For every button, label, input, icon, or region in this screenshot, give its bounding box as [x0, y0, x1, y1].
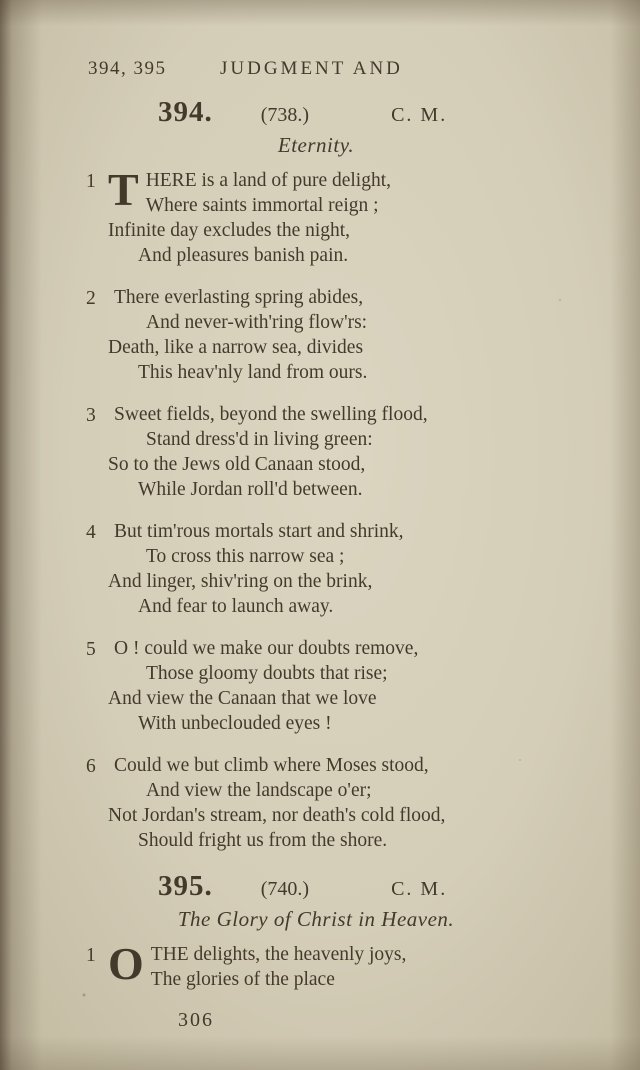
- verse-line: And view the Canaan that we love: [108, 688, 377, 709]
- verse-number: 5: [86, 639, 96, 660]
- verse: [86, 753, 640, 853]
- verse-number: 1: [86, 945, 96, 966]
- verse-line: Stand dress'd in living green:: [146, 429, 373, 450]
- header-hymn-numbers: 394, 395: [88, 58, 167, 79]
- verse-line: The glories of the place: [150, 969, 335, 990]
- hymn-ref: (740.): [260, 878, 310, 900]
- page-number: 306: [178, 1009, 214, 1031]
- hymn-title: The Glory of Christ in Heaven.: [177, 907, 455, 931]
- verse-line: And never-with'ring flow'rs:: [146, 312, 368, 333]
- verse-line: And view the landscape o'er;: [146, 780, 372, 801]
- verse: [86, 285, 640, 385]
- verse-line: Should fright us from the shore.: [138, 830, 388, 851]
- drop-cap: T: [108, 164, 139, 215]
- verse-line: Sweet fields, beyond the swelling flood,: [114, 404, 428, 425]
- verse: [86, 519, 640, 619]
- verse-number: 1: [86, 171, 96, 192]
- hymn-number: 395.: [158, 870, 213, 902]
- verse-line: Infinite day excludes the night,: [108, 220, 351, 241]
- hymn-heading: [158, 870, 640, 903]
- verse-number: 3: [86, 405, 96, 426]
- hymn-394-section: [0, 96, 640, 853]
- hymn-verses: [86, 164, 640, 853]
- page-header: [0, 0, 640, 80]
- verse-line: Not Jordan's stream, nor death's cold flood,: [108, 805, 446, 826]
- verse-line: And pleasures banish pain.: [138, 245, 349, 266]
- verse-line: THE delights, the heavenly joys,: [150, 944, 407, 965]
- verse-line: So to the Jews old Canaan stood,: [108, 454, 366, 475]
- hymn-verses: [86, 938, 640, 992]
- verse-line: Could we but climb where Moses stood,: [114, 755, 429, 776]
- verse-line: Where saints immortal reign ;: [145, 195, 379, 216]
- verse: [86, 402, 640, 502]
- verse-number: 6: [86, 756, 96, 777]
- verse: [86, 938, 640, 992]
- verse-line: And fear to launch away.: [138, 596, 334, 617]
- verse-line: While Jordan roll'd between.: [138, 479, 363, 500]
- verse: [86, 164, 640, 268]
- hymn-ref: (738.): [260, 104, 310, 126]
- verse-line: And linger, shiv'ring on the brink,: [108, 571, 373, 592]
- verse-line: But tim'rous mortals start and shrink,: [114, 521, 404, 542]
- header-running-title: JUDGMENT AND: [220, 58, 403, 79]
- hymn-meter: C. M.: [391, 104, 448, 126]
- verse-line: To cross this narrow sea ;: [146, 546, 345, 567]
- verse-line: There everlasting spring abides,: [114, 287, 364, 308]
- hymn-number: 394.: [158, 96, 213, 128]
- verse-line: HERE is a land of pure delight,: [145, 170, 392, 191]
- verse-line: With unbeclouded eyes !: [138, 713, 332, 734]
- drop-cap: O: [108, 938, 144, 989]
- hymn-meter: C. M.: [391, 878, 448, 900]
- verse-line: Those gloomy doubts that rise;: [146, 663, 388, 684]
- hymn-heading: [158, 96, 640, 129]
- hymn-395-section: [0, 870, 640, 992]
- verse-line: O ! could we make our doubts remove,: [114, 638, 419, 659]
- verse-number: 2: [86, 288, 96, 309]
- verse: [86, 636, 640, 736]
- hymn-title: Eternity.: [277, 133, 355, 157]
- verse-line: Death, like a narrow sea, divides: [108, 337, 364, 358]
- verse-number: 4: [86, 522, 96, 543]
- verse-line: This heav'nly land from ours.: [138, 362, 368, 383]
